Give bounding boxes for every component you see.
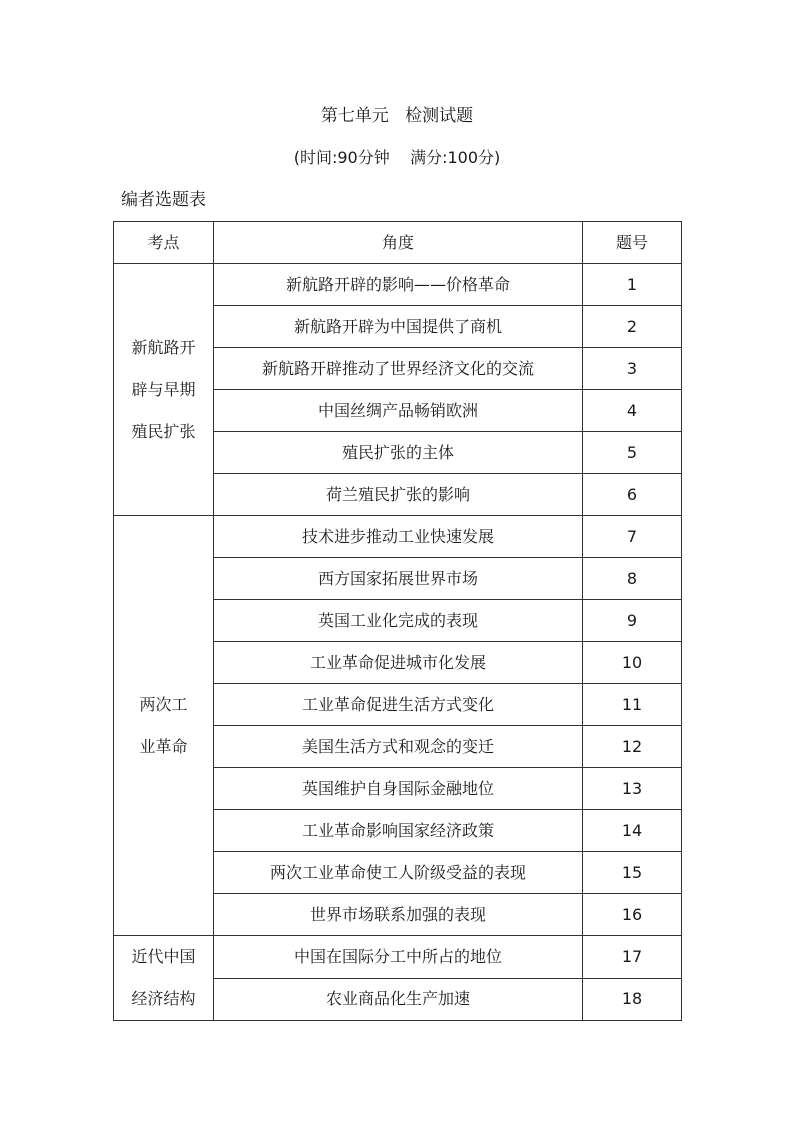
- page-title: 第七单元 检测试题: [320, 106, 474, 126]
- topic-line: 殖民扩张: [131, 421, 196, 441]
- question-number-cell: 18: [583, 978, 682, 1021]
- question-number-cell: 9: [583, 600, 682, 642]
- angle-cell: 中国在国际分工中所占的地位: [214, 936, 583, 979]
- header-topic: 考点: [114, 222, 214, 264]
- angle-cell: 荷兰殖民扩张的影响: [214, 474, 583, 516]
- question-number-cell: 7: [583, 516, 682, 558]
- question-number-cell: 5: [583, 432, 682, 474]
- question-number-cell: 11: [583, 684, 682, 726]
- question-number-cell: 4: [583, 390, 682, 432]
- angle-cell: 工业革命影响国家经济政策: [214, 810, 583, 852]
- topic-cell: [114, 936, 214, 1021]
- angle-cell: 两次工业革命使工人阶级受益的表现: [214, 852, 583, 894]
- question-number-cell: 14: [583, 810, 682, 852]
- question-number-cell: 12: [583, 726, 682, 768]
- question-number-cell: 1: [583, 264, 682, 306]
- header-angle: 角度: [214, 222, 583, 264]
- table-row: [114, 936, 682, 979]
- table-row: [114, 516, 682, 558]
- question-number-cell: 16: [583, 894, 682, 936]
- exam-info: (时间:90分钟 满分:100分): [293, 148, 501, 167]
- question-number-cell: 6: [583, 474, 682, 516]
- angle-cell: 工业革命促进生活方式变化: [214, 684, 583, 726]
- question-number-cell: 13: [583, 768, 682, 810]
- angle-cell: 西方国家拓展世界市场: [214, 558, 583, 600]
- angle-cell: 世界市场联系加强的表现: [214, 894, 583, 936]
- topic-line: 辟与早期: [131, 379, 196, 399]
- header-number: 题号: [583, 222, 682, 264]
- question-number-cell: 2: [583, 306, 682, 348]
- topic-cell: [114, 516, 214, 936]
- angle-cell: 技术进步推动工业快速发展: [214, 516, 583, 558]
- question-number-cell: 10: [583, 642, 682, 684]
- topic-line: 新航路开: [131, 337, 196, 357]
- table-row: [114, 264, 682, 306]
- table-header-row: [114, 222, 682, 264]
- question-number-cell: 3: [583, 348, 682, 390]
- angle-cell: 新航路开辟推动了世界经济文化的交流: [214, 348, 583, 390]
- table-caption: 编者选题表: [121, 190, 206, 210]
- angle-cell: 美国生活方式和观念的变迁: [214, 726, 583, 768]
- topic-line: 业革命: [139, 736, 188, 756]
- angle-cell: 英国维护自身国际金融地位: [214, 768, 583, 810]
- angle-cell: 新航路开辟为中国提供了商机: [214, 306, 583, 348]
- question-number-cell: 15: [583, 852, 682, 894]
- angle-cell: 殖民扩张的主体: [214, 432, 583, 474]
- angle-cell: 中国丝绸产品畅销欧洲: [214, 390, 583, 432]
- question-number-cell: 8: [583, 558, 682, 600]
- angle-cell: 英国工业化完成的表现: [214, 600, 583, 642]
- topic-line: 近代中国: [131, 947, 196, 966]
- angle-cell: 工业革命促进城市化发展: [214, 642, 583, 684]
- topic-line: 经济结构: [131, 989, 196, 1008]
- table-body: [114, 264, 682, 1021]
- angle-cell: 农业商品化生产加速: [214, 978, 583, 1021]
- angle-cell: 新航路开辟的影响——价格革命: [214, 264, 583, 306]
- topic-line: 两次工: [139, 694, 188, 714]
- question-number-cell: 17: [583, 936, 682, 979]
- topic-cell: [114, 264, 214, 516]
- question-selection-table: [113, 221, 682, 1021]
